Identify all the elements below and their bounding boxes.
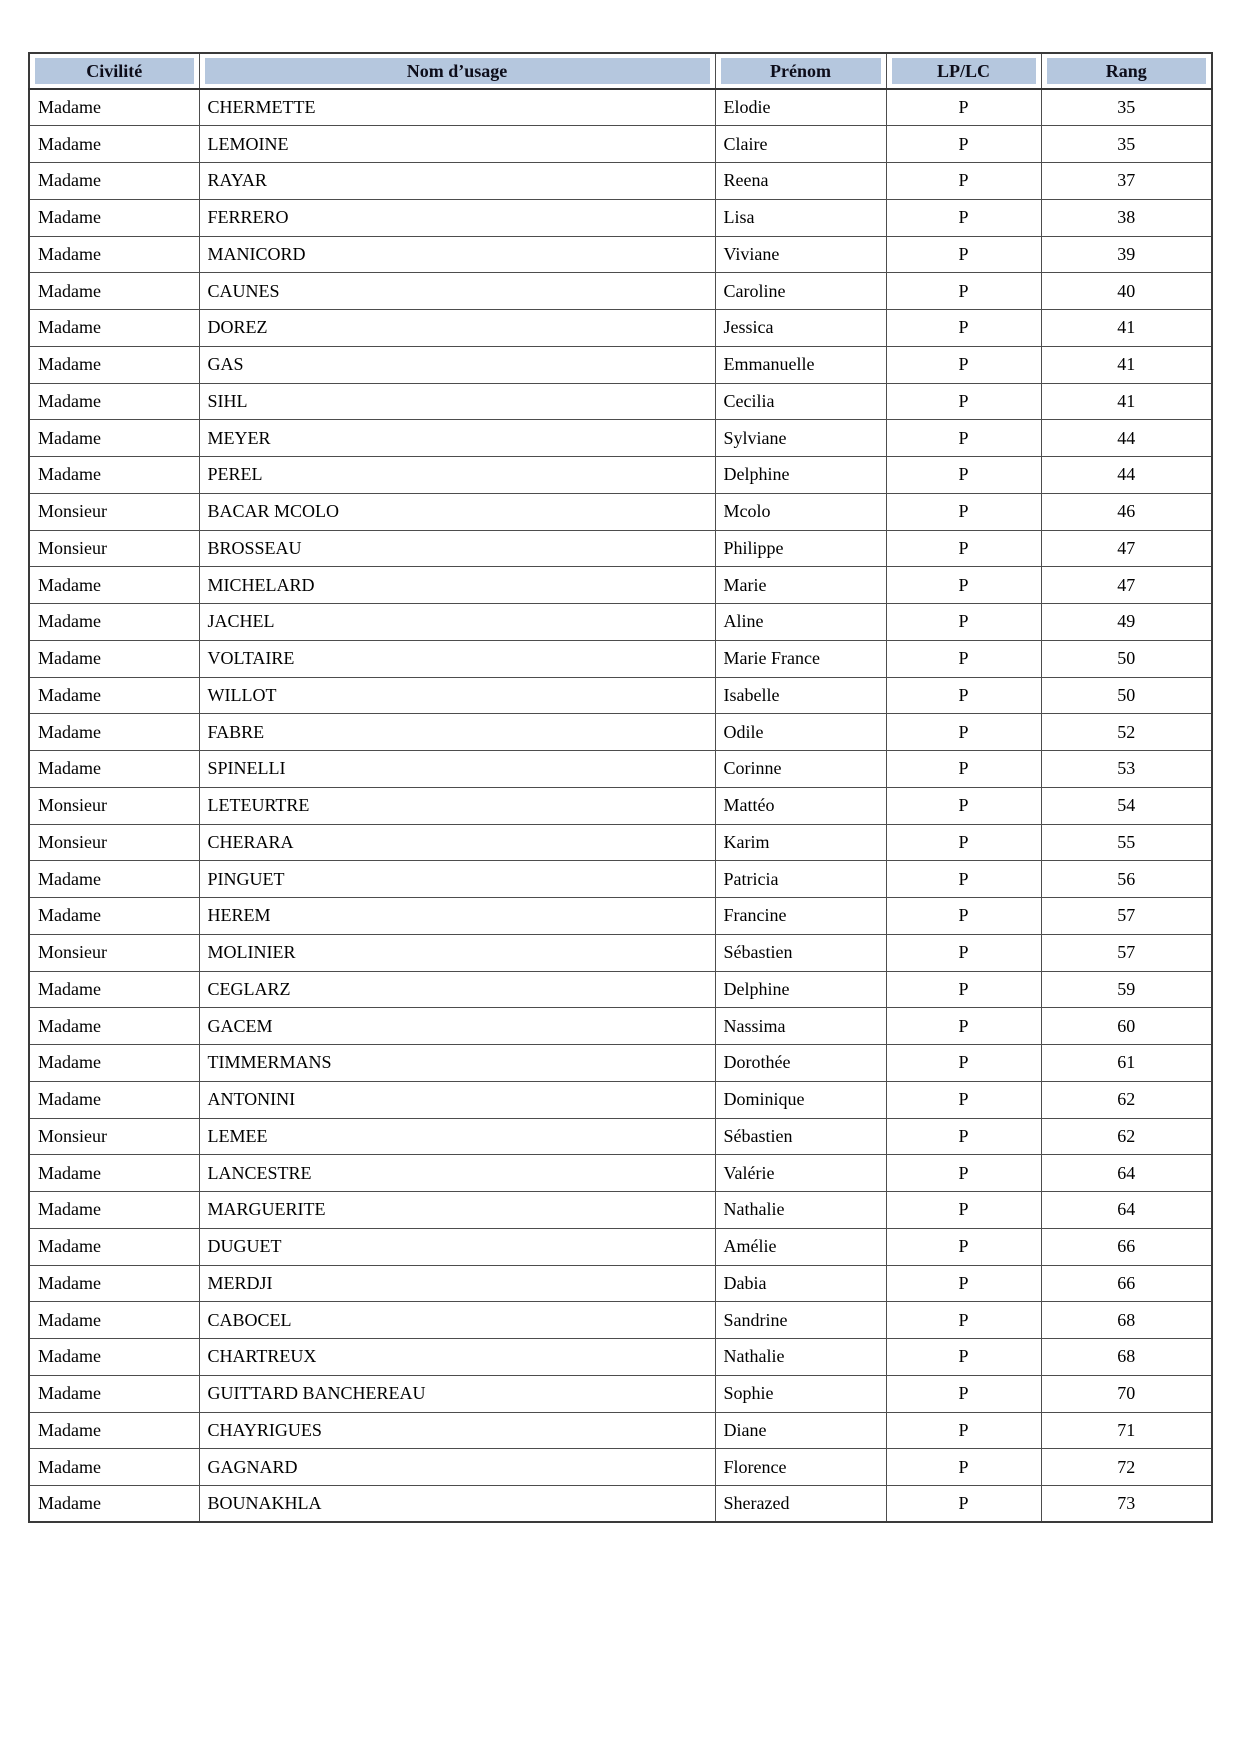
cell-prenom: Marie France bbox=[715, 640, 886, 677]
cell-lplc: P bbox=[886, 346, 1041, 383]
cell-rang: 39 bbox=[1041, 236, 1212, 273]
cell-lplc: P bbox=[886, 310, 1041, 347]
cell-prenom: Philippe bbox=[715, 530, 886, 567]
cell-prenom: Isabelle bbox=[715, 677, 886, 714]
cell-nom-usage: DUGUET bbox=[199, 1228, 715, 1265]
cell-prenom: Corinne bbox=[715, 751, 886, 788]
cell-lplc: P bbox=[886, 1302, 1041, 1339]
table-row bbox=[29, 236, 1212, 273]
cell-rang: 61 bbox=[1041, 1045, 1212, 1082]
cell-nom-usage: CHAYRIGUES bbox=[199, 1412, 715, 1449]
table-row bbox=[29, 1008, 1212, 1045]
cell-lplc: P bbox=[886, 677, 1041, 714]
cell-civilite: Madame bbox=[29, 604, 199, 641]
cell-lplc: P bbox=[886, 1412, 1041, 1449]
cell-lplc: P bbox=[886, 420, 1041, 457]
cell-prenom: Jessica bbox=[715, 310, 886, 347]
cell-rang: 64 bbox=[1041, 1155, 1212, 1192]
cell-civilite: Madame bbox=[29, 861, 199, 898]
table-row bbox=[29, 1081, 1212, 1118]
cell-lplc: P bbox=[886, 126, 1041, 163]
cell-rang: 35 bbox=[1041, 126, 1212, 163]
cell-nom-usage: BOUNAKHLA bbox=[199, 1486, 715, 1523]
table-row bbox=[29, 861, 1212, 898]
cell-civilite: Monsieur bbox=[29, 787, 199, 824]
cell-civilite: Madame bbox=[29, 898, 199, 935]
cell-rang: 68 bbox=[1041, 1302, 1212, 1339]
cell-prenom: Patricia bbox=[715, 861, 886, 898]
cell-nom-usage: MANICORD bbox=[199, 236, 715, 273]
table-row bbox=[29, 1375, 1212, 1412]
cell-rang: 57 bbox=[1041, 934, 1212, 971]
cell-nom-usage: LANCESTRE bbox=[199, 1155, 715, 1192]
table-row bbox=[29, 604, 1212, 641]
cell-rang: 41 bbox=[1041, 310, 1212, 347]
cell-lplc: P bbox=[886, 530, 1041, 567]
header-label-prenom: Prénom bbox=[721, 58, 881, 84]
cell-rang: 50 bbox=[1041, 640, 1212, 677]
cell-prenom: Florence bbox=[715, 1449, 886, 1486]
cell-lplc: P bbox=[886, 1486, 1041, 1523]
header-cell-rang bbox=[1041, 53, 1212, 89]
table-row bbox=[29, 383, 1212, 420]
cell-civilite: Madame bbox=[29, 457, 199, 494]
cell-lplc: P bbox=[886, 787, 1041, 824]
cell-civilite: Madame bbox=[29, 1339, 199, 1376]
cell-nom-usage: GAGNARD bbox=[199, 1449, 715, 1486]
cell-lplc: P bbox=[886, 1375, 1041, 1412]
cell-rang: 47 bbox=[1041, 530, 1212, 567]
header-cell-nom-usage bbox=[199, 53, 715, 89]
cell-nom-usage: MICHELARD bbox=[199, 567, 715, 604]
cell-rang: 38 bbox=[1041, 199, 1212, 236]
cell-lplc: P bbox=[886, 273, 1041, 310]
cell-rang: 53 bbox=[1041, 751, 1212, 788]
cell-lplc: P bbox=[886, 1228, 1041, 1265]
cell-lplc: P bbox=[886, 751, 1041, 788]
cell-rang: 71 bbox=[1041, 1412, 1212, 1449]
cell-civilite: Monsieur bbox=[29, 493, 199, 530]
cell-civilite: Madame bbox=[29, 126, 199, 163]
header-row bbox=[29, 53, 1212, 89]
cell-prenom: Amélie bbox=[715, 1228, 886, 1265]
table-row bbox=[29, 934, 1212, 971]
cell-lplc: P bbox=[886, 824, 1041, 861]
cell-rang: 56 bbox=[1041, 861, 1212, 898]
table-row bbox=[29, 1192, 1212, 1229]
cell-lplc: P bbox=[886, 1008, 1041, 1045]
table-row bbox=[29, 493, 1212, 530]
cell-lplc: P bbox=[886, 898, 1041, 935]
cell-civilite: Madame bbox=[29, 273, 199, 310]
cell-civilite: Madame bbox=[29, 677, 199, 714]
cell-rang: 57 bbox=[1041, 898, 1212, 935]
cell-rang: 54 bbox=[1041, 787, 1212, 824]
table-row bbox=[29, 714, 1212, 751]
cell-prenom: Diane bbox=[715, 1412, 886, 1449]
table-row bbox=[29, 677, 1212, 714]
cell-prenom: Dorothée bbox=[715, 1045, 886, 1082]
cell-prenom: Mcolo bbox=[715, 493, 886, 530]
cell-nom-usage: CABOCEL bbox=[199, 1302, 715, 1339]
cell-prenom: Cecilia bbox=[715, 383, 886, 420]
cell-civilite: Madame bbox=[29, 383, 199, 420]
results-table bbox=[28, 52, 1213, 1523]
cell-rang: 70 bbox=[1041, 1375, 1212, 1412]
cell-lplc: P bbox=[886, 1118, 1041, 1155]
cell-lplc: P bbox=[886, 1265, 1041, 1302]
table-row bbox=[29, 89, 1212, 126]
table-row bbox=[29, 420, 1212, 457]
cell-nom-usage: BACAR MCOLO bbox=[199, 493, 715, 530]
cell-prenom: Sherazed bbox=[715, 1486, 886, 1523]
cell-prenom: Claire bbox=[715, 126, 886, 163]
cell-civilite: Madame bbox=[29, 1192, 199, 1229]
cell-nom-usage: SPINELLI bbox=[199, 751, 715, 788]
table-row bbox=[29, 824, 1212, 861]
cell-nom-usage: HEREM bbox=[199, 898, 715, 935]
cell-rang: 64 bbox=[1041, 1192, 1212, 1229]
cell-nom-usage: GUITTARD BANCHEREAU bbox=[199, 1375, 715, 1412]
header-cell-prenom bbox=[715, 53, 886, 89]
header-label-nom-usage: Nom d’usage bbox=[205, 58, 710, 84]
cell-rang: 66 bbox=[1041, 1265, 1212, 1302]
table-row bbox=[29, 1228, 1212, 1265]
table-row bbox=[29, 898, 1212, 935]
cell-nom-usage: ANTONINI bbox=[199, 1081, 715, 1118]
cell-civilite: Monsieur bbox=[29, 824, 199, 861]
cell-lplc: P bbox=[886, 1045, 1041, 1082]
cell-lplc: P bbox=[886, 199, 1041, 236]
cell-nom-usage: LEMEE bbox=[199, 1118, 715, 1155]
table-row bbox=[29, 1449, 1212, 1486]
cell-rang: 62 bbox=[1041, 1081, 1212, 1118]
cell-rang: 35 bbox=[1041, 89, 1212, 126]
cell-prenom: Marie bbox=[715, 567, 886, 604]
table-row bbox=[29, 1155, 1212, 1192]
cell-lplc: P bbox=[886, 163, 1041, 200]
table-row bbox=[29, 199, 1212, 236]
cell-lplc: P bbox=[886, 861, 1041, 898]
cell-lplc: P bbox=[886, 457, 1041, 494]
cell-prenom: Delphine bbox=[715, 971, 886, 1008]
table-row bbox=[29, 971, 1212, 1008]
cell-civilite: Madame bbox=[29, 1155, 199, 1192]
cell-lplc: P bbox=[886, 714, 1041, 751]
cell-civilite: Madame bbox=[29, 420, 199, 457]
cell-civilite: Madame bbox=[29, 1302, 199, 1339]
table-row bbox=[29, 310, 1212, 347]
cell-prenom: Karim bbox=[715, 824, 886, 861]
cell-nom-usage: SIHL bbox=[199, 383, 715, 420]
table-header bbox=[29, 53, 1212, 89]
cell-prenom: Mattéo bbox=[715, 787, 886, 824]
cell-civilite: Madame bbox=[29, 1008, 199, 1045]
table-row bbox=[29, 1486, 1212, 1523]
cell-prenom: Reena bbox=[715, 163, 886, 200]
cell-prenom: Sylviane bbox=[715, 420, 886, 457]
cell-nom-usage: TIMMERMANS bbox=[199, 1045, 715, 1082]
cell-nom-usage: LEMOINE bbox=[199, 126, 715, 163]
table-row bbox=[29, 787, 1212, 824]
cell-nom-usage: PINGUET bbox=[199, 861, 715, 898]
cell-nom-usage: CAUNES bbox=[199, 273, 715, 310]
cell-prenom: Sébastien bbox=[715, 1118, 886, 1155]
cell-nom-usage: CEGLARZ bbox=[199, 971, 715, 1008]
cell-rang: 46 bbox=[1041, 493, 1212, 530]
cell-civilite: Madame bbox=[29, 1375, 199, 1412]
cell-civilite: Madame bbox=[29, 1045, 199, 1082]
header-cell-lplc bbox=[886, 53, 1041, 89]
cell-nom-usage: MARGUERITE bbox=[199, 1192, 715, 1229]
cell-rang: 59 bbox=[1041, 971, 1212, 1008]
cell-civilite: Madame bbox=[29, 163, 199, 200]
cell-nom-usage: FABRE bbox=[199, 714, 715, 751]
cell-nom-usage: MEYER bbox=[199, 420, 715, 457]
header-label-rang: Rang bbox=[1047, 58, 1207, 84]
cell-lplc: P bbox=[886, 934, 1041, 971]
cell-prenom: Emmanuelle bbox=[715, 346, 886, 383]
cell-prenom: Dominique bbox=[715, 1081, 886, 1118]
table-row bbox=[29, 1118, 1212, 1155]
cell-civilite: Monsieur bbox=[29, 1118, 199, 1155]
cell-civilite: Madame bbox=[29, 236, 199, 273]
cell-civilite: Madame bbox=[29, 1228, 199, 1265]
cell-nom-usage: CHERMETTE bbox=[199, 89, 715, 126]
table-row bbox=[29, 1045, 1212, 1082]
cell-nom-usage: WILLOT bbox=[199, 677, 715, 714]
cell-lplc: P bbox=[886, 1449, 1041, 1486]
cell-prenom: Aline bbox=[715, 604, 886, 641]
cell-rang: 44 bbox=[1041, 457, 1212, 494]
cell-nom-usage: VOLTAIRE bbox=[199, 640, 715, 677]
cell-nom-usage: FERRERO bbox=[199, 199, 715, 236]
cell-prenom: Sébastien bbox=[715, 934, 886, 971]
table-row bbox=[29, 126, 1212, 163]
cell-prenom: Nathalie bbox=[715, 1192, 886, 1229]
cell-lplc: P bbox=[886, 1192, 1041, 1229]
cell-civilite: Madame bbox=[29, 310, 199, 347]
cell-nom-usage: CHERARA bbox=[199, 824, 715, 861]
cell-civilite: Madame bbox=[29, 1449, 199, 1486]
cell-lplc: P bbox=[886, 971, 1041, 1008]
cell-prenom: Odile bbox=[715, 714, 886, 751]
cell-rang: 62 bbox=[1041, 1118, 1212, 1155]
table-row bbox=[29, 567, 1212, 604]
cell-nom-usage: LETEURTRE bbox=[199, 787, 715, 824]
header-label-lplc: LP/LC bbox=[892, 58, 1036, 84]
cell-lplc: P bbox=[886, 640, 1041, 677]
cell-rang: 66 bbox=[1041, 1228, 1212, 1265]
cell-rang: 49 bbox=[1041, 604, 1212, 641]
cell-lplc: P bbox=[886, 236, 1041, 273]
cell-nom-usage: DOREZ bbox=[199, 310, 715, 347]
cell-prenom: Nassima bbox=[715, 1008, 886, 1045]
table-row bbox=[29, 530, 1212, 567]
cell-rang: 37 bbox=[1041, 163, 1212, 200]
cell-lplc: P bbox=[886, 1339, 1041, 1376]
cell-civilite: Madame bbox=[29, 1081, 199, 1118]
table-row bbox=[29, 640, 1212, 677]
cell-rang: 52 bbox=[1041, 714, 1212, 751]
cell-nom-usage: PEREL bbox=[199, 457, 715, 494]
cell-prenom: Caroline bbox=[715, 273, 886, 310]
cell-lplc: P bbox=[886, 1155, 1041, 1192]
cell-civilite: Madame bbox=[29, 714, 199, 751]
cell-rang: 68 bbox=[1041, 1339, 1212, 1376]
cell-prenom: Francine bbox=[715, 898, 886, 935]
cell-civilite: Madame bbox=[29, 1486, 199, 1523]
cell-civilite: Monsieur bbox=[29, 934, 199, 971]
cell-nom-usage: RAYAR bbox=[199, 163, 715, 200]
cell-civilite: Madame bbox=[29, 346, 199, 383]
table-row bbox=[29, 751, 1212, 788]
cell-nom-usage: JACHEL bbox=[199, 604, 715, 641]
cell-rang: 44 bbox=[1041, 420, 1212, 457]
cell-prenom: Lisa bbox=[715, 199, 886, 236]
cell-nom-usage: MOLINIER bbox=[199, 934, 715, 971]
cell-civilite: Madame bbox=[29, 1265, 199, 1302]
cell-civilite: Madame bbox=[29, 199, 199, 236]
cell-prenom: Elodie bbox=[715, 89, 886, 126]
cell-prenom: Valérie bbox=[715, 1155, 886, 1192]
cell-nom-usage: CHARTREUX bbox=[199, 1339, 715, 1376]
table-row bbox=[29, 163, 1212, 200]
cell-prenom: Nathalie bbox=[715, 1339, 886, 1376]
cell-rang: 60 bbox=[1041, 1008, 1212, 1045]
cell-lplc: P bbox=[886, 567, 1041, 604]
cell-nom-usage: GAS bbox=[199, 346, 715, 383]
cell-civilite: Madame bbox=[29, 89, 199, 126]
cell-lplc: P bbox=[886, 1081, 1041, 1118]
cell-nom-usage: MERDJI bbox=[199, 1265, 715, 1302]
cell-lplc: P bbox=[886, 89, 1041, 126]
cell-civilite: Madame bbox=[29, 971, 199, 1008]
cell-prenom: Delphine bbox=[715, 457, 886, 494]
cell-lplc: P bbox=[886, 604, 1041, 641]
cell-prenom: Sophie bbox=[715, 1375, 886, 1412]
cell-rang: 55 bbox=[1041, 824, 1212, 861]
table-row bbox=[29, 1412, 1212, 1449]
cell-rang: 50 bbox=[1041, 677, 1212, 714]
table-row bbox=[29, 1302, 1212, 1339]
table-row bbox=[29, 1265, 1212, 1302]
header-label-civilite: Civilité bbox=[35, 58, 194, 84]
cell-rang: 72 bbox=[1041, 1449, 1212, 1486]
cell-nom-usage: BROSSEAU bbox=[199, 530, 715, 567]
table-row bbox=[29, 346, 1212, 383]
cell-lplc: P bbox=[886, 493, 1041, 530]
cell-prenom: Viviane bbox=[715, 236, 886, 273]
cell-rang: 47 bbox=[1041, 567, 1212, 604]
table-row bbox=[29, 273, 1212, 310]
cell-rang: 40 bbox=[1041, 273, 1212, 310]
cell-civilite: Monsieur bbox=[29, 530, 199, 567]
cell-rang: 41 bbox=[1041, 346, 1212, 383]
table-row bbox=[29, 1339, 1212, 1376]
header-cell-civilite bbox=[29, 53, 199, 89]
cell-civilite: Madame bbox=[29, 567, 199, 604]
cell-lplc: P bbox=[886, 383, 1041, 420]
cell-civilite: Madame bbox=[29, 751, 199, 788]
cell-civilite: Madame bbox=[29, 1412, 199, 1449]
cell-nom-usage: GACEM bbox=[199, 1008, 715, 1045]
cell-rang: 73 bbox=[1041, 1486, 1212, 1523]
cell-rang: 41 bbox=[1041, 383, 1212, 420]
table-body bbox=[29, 89, 1212, 1522]
cell-prenom: Dabia bbox=[715, 1265, 886, 1302]
cell-prenom: Sandrine bbox=[715, 1302, 886, 1339]
table-row bbox=[29, 457, 1212, 494]
cell-civilite: Madame bbox=[29, 640, 199, 677]
